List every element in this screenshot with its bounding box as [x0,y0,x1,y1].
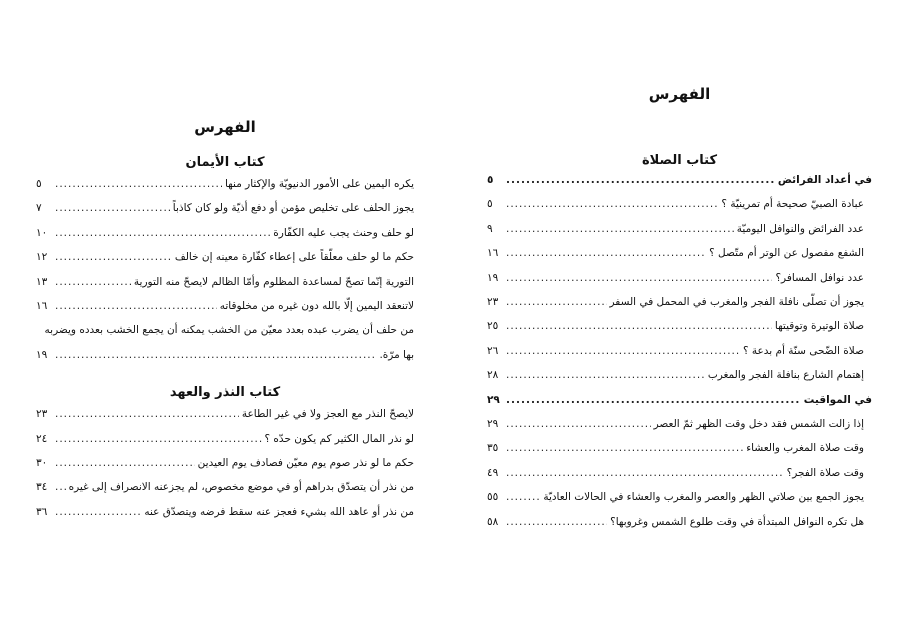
leader-dots [55,221,270,245]
page-number: ٢٤ [36,432,48,445]
book-title-oaths: كتاب الأيمان [185,155,265,170]
page-number: ١٦ [487,247,499,260]
toc-entry-multiline[interactable]: من حلف أن يضرب عبده بعدد معيّن من الخشب يمكنه أن يجمع الخشب بعدده ويضربه بها مرّة. ..... ١٩ [36,318,414,367]
right-page [487,85,872,534]
page-number: ٥ [487,198,493,211]
leader-dots [55,427,262,451]
page-number: ٢٣ [487,296,499,309]
toc-entry[interactable]: من نذر أو عاهد الله بشيء فعجز عنه سقط فرضه ويتصدّق عنه ..... ٣٦ [36,500,414,524]
toc-entry[interactable]: إهتمام الشارع بنافلة الفجر والمغرب ..... ٢٨ [487,363,872,387]
book-title-prayer: كتاب الصلاة [641,153,718,168]
page-number: ٣٦ [36,505,48,518]
toc-entry[interactable]: الشفع مفصول عن الوتر أم متّصل ؟ ..... ١٦ [487,241,872,265]
page-number: ١٢ [36,251,48,264]
toc-entry[interactable]: يجوز الجمع بين صلاتي الظهر والعصر والمغرب والعشاء في الحالات العاديّة ..... ٥٥ [487,485,872,509]
leader-dots [506,461,784,485]
toc-entry[interactable]: وقت صلاة المغرب والعشاء ..... ٣٥ [487,436,872,460]
page-number: ٣٠ [36,457,48,470]
leader-dots [506,290,607,314]
leader-dots [506,363,705,387]
page-number: ٤٩ [487,466,499,479]
leader-dots [506,217,734,241]
leader-dots [55,500,141,524]
page-number: ١٦ [36,300,48,313]
toc-entry[interactable]: إذا زالت الشمس فقد دخل وقت الظهر ثمّ العصر ..... ٢٩ [487,412,872,436]
toc-entry[interactable]: عبادة الصبيّ صحيحة أم تمرينيّة ؟ ..... ٥ [487,192,872,216]
page-number: ٢٣ [36,408,48,421]
toc-entry[interactable]: التورية إنّما تصحّ لمساعدة المظلوم وأمّا الظالم لايصحّ منه التورية ..... ١٣ [36,270,414,294]
toc-entry[interactable]: هل تكره النوافل المبتدأة في وقت طلوع الشمس وغروبها؟ ..... ٥٨ [487,510,872,534]
page-number: ٢٨ [487,369,499,382]
leader-dots [55,402,239,426]
toc-entry[interactable]: يكره اليمين على الأمور الدنيويّة والإكثار منها ..... ٥ [36,172,414,196]
toc-section[interactable]: في أعداد الفرائض ..... ٥ [487,168,872,192]
leader-dots [506,485,540,509]
leader-dots [506,192,718,216]
page-number: ٢٦ [487,344,499,357]
toc-entry[interactable]: عدد الفرائض والنوافل اليوميّة ..... ٩ [487,217,872,241]
leader-dots [506,412,651,436]
leader-dots [55,475,66,499]
page-number: ٩ [487,222,493,235]
page-number: ٥ [36,178,42,190]
page-number: ٣٥ [487,442,499,455]
toc-entry[interactable]: يجوز أن تصلّى نافلة الفجر والمغرب في المحمل في السفر ..... ٢٣ [487,290,872,314]
vows-entries [36,402,414,524]
page-number: ٥ [487,174,494,186]
index-title: الفهرس [648,85,711,103]
leader-dots [55,343,376,367]
page-number: ١٣ [36,275,48,288]
leader-dots [55,451,195,475]
leader-dots [506,168,775,192]
page-number: ٥٥ [487,491,499,504]
page-number: ١٠ [36,226,48,239]
section-prayer-counts [487,168,872,388]
page-number: ٢٩ [487,418,499,431]
toc-entry[interactable]: لاتنعقد اليمين إلّا بالله دون غيره من مخلوقاته ..... ١٦ [36,294,414,318]
section-prayer-times [487,388,872,534]
oaths-entries [36,172,414,367]
page-number: ٢٥ [487,320,499,333]
toc-entry[interactable]: حكم ما لو حلف معلّقاً على إعطاء كفّارة معينه إن خالف ..... ١٢ [36,245,414,269]
toc-entry[interactable]: وقت صلاة الفجر؟ ..... ٤٩ [487,461,872,485]
leader-dots [55,196,170,220]
leader-dots [55,294,217,318]
page-number: ١٩ [36,348,48,361]
toc-entry[interactable]: حكم ما لو نذر صوم يوم معيّن فصادف يوم العيدين ..... ٣٠ [36,451,414,475]
leader-dots [506,388,801,412]
toc-entry[interactable]: لو حلف وحنث يجب عليه الكفّارة ..... ١٠ [36,221,414,245]
page-number: ١٩ [487,271,499,284]
page-number: ٢٩ [487,393,500,406]
toc-entry[interactable]: صلاة الضّحى سنّة أم بدعة ؟ ..... ٢٦ [487,339,872,363]
index-title: الفهرس [194,118,256,136]
toc-entry[interactable]: يجوز الحلف على تخليص مؤمن أو دفع أذيّة ولو كان كاذباً ..... ٧ [36,196,414,220]
toc-entry-first-line: من حلف أن يضرب عبده بعدد معيّن من الخشب يمكنه أن يجمع الخشب بعدده ويضربه [44,324,414,337]
toc-entry[interactable]: من نذر أن يتصدّق بدراهم أو في موضع مخصوص، لم يجزعنه الانصراف إلى غيره ..... ٣٤ [36,475,414,499]
leader-dots [506,266,772,290]
left-page [36,118,414,524]
leader-dots [506,314,772,338]
leader-dots [506,436,743,460]
page-number: ٣٤ [36,481,48,494]
leader-dots [55,245,172,269]
leader-dots [506,510,607,534]
page-number: ٧ [36,202,42,215]
leader-dots [506,339,740,363]
book-title-vows: كتاب النذر والعهد [169,385,281,401]
leader-dots [55,270,131,294]
page-number: ٥٨ [487,515,499,528]
leader-dots [55,172,222,196]
toc-entry[interactable]: لو نذر المال الكثير كم يكون حدّه ؟ ..... ٢٤ [36,427,414,451]
toc-entry[interactable]: عدد نوافل المسافر؟ ..... ١٩ [487,266,872,290]
toc-entry[interactable]: صلاة الوتيرة وتوقيتها ..... ٢٥ [487,314,872,338]
leader-dots [506,241,706,265]
toc-section[interactable]: في المواقيت ..... ٢٩ [487,388,872,412]
toc-entry[interactable]: لايصحّ النذر مع العجز ولا في غير الطاعة ..... ٢٣ [36,402,414,426]
